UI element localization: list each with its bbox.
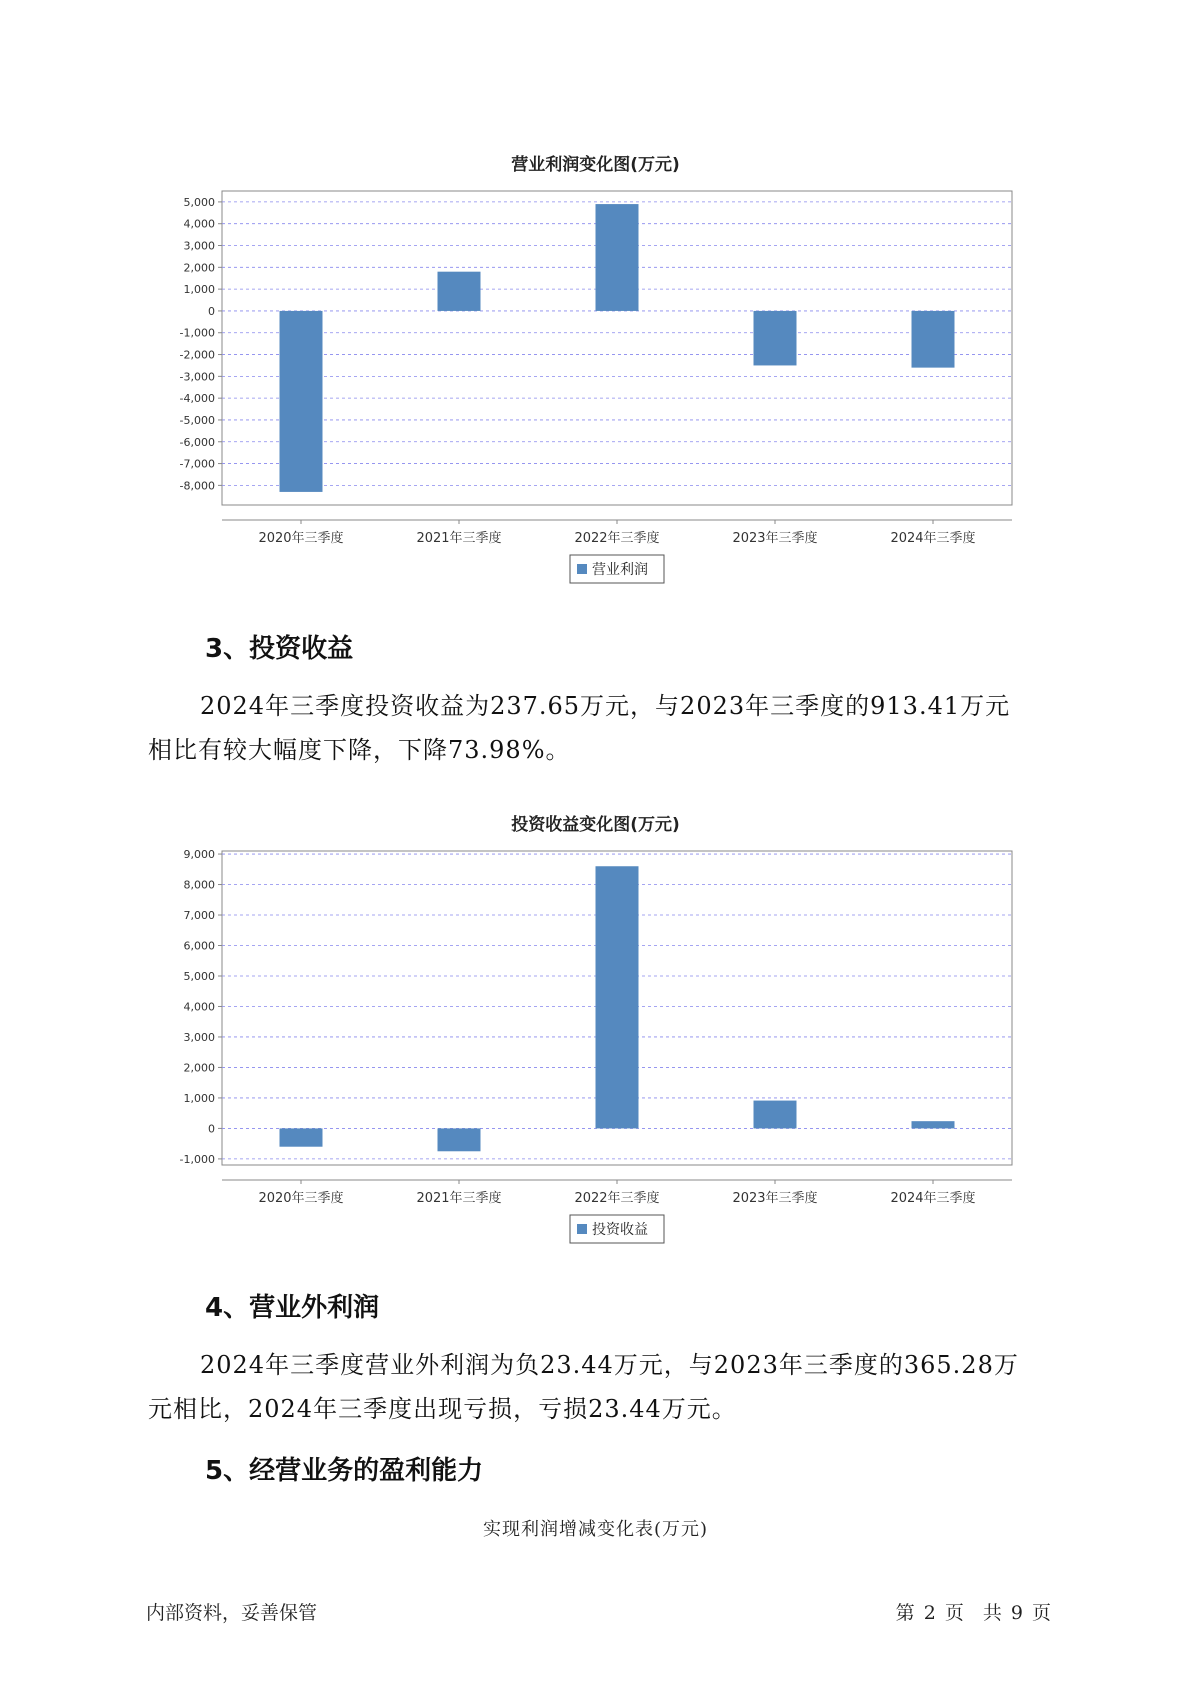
x-tick-label: 2023年三季度 xyxy=(732,531,818,546)
paragraph-line: 元相比，2024年三季度出现亏损，亏损23.44万元。 xyxy=(148,1395,737,1423)
bar xyxy=(438,272,481,311)
section-heading-operating-profitability: 5、经营业务的盈利能力 xyxy=(205,1456,484,1486)
bar xyxy=(912,1121,955,1128)
y-tick-label: 3,000 xyxy=(183,1030,215,1044)
chart-title-operating-profit: 营业利润变化图(万元) xyxy=(511,155,680,175)
y-tick-label: 4,000 xyxy=(183,1000,215,1014)
x-tick-label: 2023年三季度 xyxy=(732,1191,818,1206)
y-tick-label: 5,000 xyxy=(183,195,215,209)
y-tick-label: -6,000 xyxy=(179,435,215,449)
y-tick-label: 7,000 xyxy=(183,909,215,923)
paragraph-line: 相比有较大幅度下降，下降73.98%。 xyxy=(148,736,571,764)
y-tick-label: -1,000 xyxy=(179,326,215,340)
legend-label: 营业利润 xyxy=(592,562,648,578)
x-tick-label: 2022年三季度 xyxy=(574,531,660,546)
x-tick-label: 2024年三季度 xyxy=(890,1191,976,1206)
legend xyxy=(570,1215,664,1243)
y-tick-label: 1,000 xyxy=(183,1091,215,1105)
y-tick-label: -5,000 xyxy=(179,413,215,427)
bar xyxy=(912,311,955,368)
y-tick-label: 0 xyxy=(208,1122,215,1136)
bar xyxy=(754,1101,797,1129)
y-tick-label: 8,000 xyxy=(183,878,215,892)
y-tick-label: -7,000 xyxy=(179,457,215,471)
paragraph-line: 2024年三季度投资收益为237.65万元，与2023年三季度的913.41万元 xyxy=(200,692,1011,720)
bar xyxy=(280,1128,323,1146)
x-tick-label: 2021年三季度 xyxy=(416,531,502,546)
y-tick-label: 9,000 xyxy=(183,848,215,862)
bar xyxy=(596,204,639,311)
bar xyxy=(280,311,323,492)
y-tick-label: 6,000 xyxy=(183,939,215,953)
legend-swatch xyxy=(577,1224,587,1234)
x-tick-label: 2020年三季度 xyxy=(258,1191,344,1206)
y-tick-label: 4,000 xyxy=(183,217,215,231)
x-tick-label: 2021年三季度 xyxy=(416,1191,502,1206)
legend-label: 投资收益 xyxy=(592,1222,648,1238)
y-tick-label: -8,000 xyxy=(179,479,215,493)
x-tick-label: 2024年三季度 xyxy=(890,531,976,546)
section-heading-non-operating-profit: 4、营业外利润 xyxy=(205,1293,380,1323)
y-tick-label: -3,000 xyxy=(179,370,215,384)
y-tick-label: -2,000 xyxy=(179,348,215,362)
investment-income-chart-svg xyxy=(0,835,1191,1255)
paragraph-investment-income xyxy=(148,684,1048,772)
legend-swatch xyxy=(577,564,587,574)
paragraph-line: 2024年三季度营业外利润为负23.44万元，与2023年三季度的365.28万 xyxy=(200,1351,1019,1379)
y-tick-label: -1,000 xyxy=(179,1152,215,1166)
bar xyxy=(596,866,639,1128)
section-heading-investment-income: 3、投资收益 xyxy=(205,634,354,664)
bar xyxy=(754,311,797,366)
y-tick-label: 2,000 xyxy=(183,261,215,275)
table-caption: 实现利润增减变化表(万元) xyxy=(482,1519,709,1540)
y-tick-label: 2,000 xyxy=(183,1061,215,1075)
legend xyxy=(570,555,664,583)
x-tick-label: 2020年三季度 xyxy=(258,531,344,546)
bar xyxy=(438,1128,481,1151)
y-tick-label: 3,000 xyxy=(183,239,215,253)
x-tick-label: 2022年三季度 xyxy=(574,1191,660,1206)
paragraph-non-operating-profit xyxy=(148,1343,1048,1431)
footer-page-number: 第 2 页 共 9 页 xyxy=(895,1602,1051,1624)
y-tick-label: 5,000 xyxy=(183,969,215,983)
y-tick-label: 1,000 xyxy=(183,283,215,297)
y-tick-label: -4,000 xyxy=(179,392,215,406)
operating-profit-chart-svg xyxy=(0,175,1191,595)
y-tick-label: 0 xyxy=(208,304,215,318)
footer-confidential-note: 内部资料，妥善保管 xyxy=(146,1602,318,1624)
chart-title-investment-income: 投资收益变化图(万元) xyxy=(511,815,680,835)
